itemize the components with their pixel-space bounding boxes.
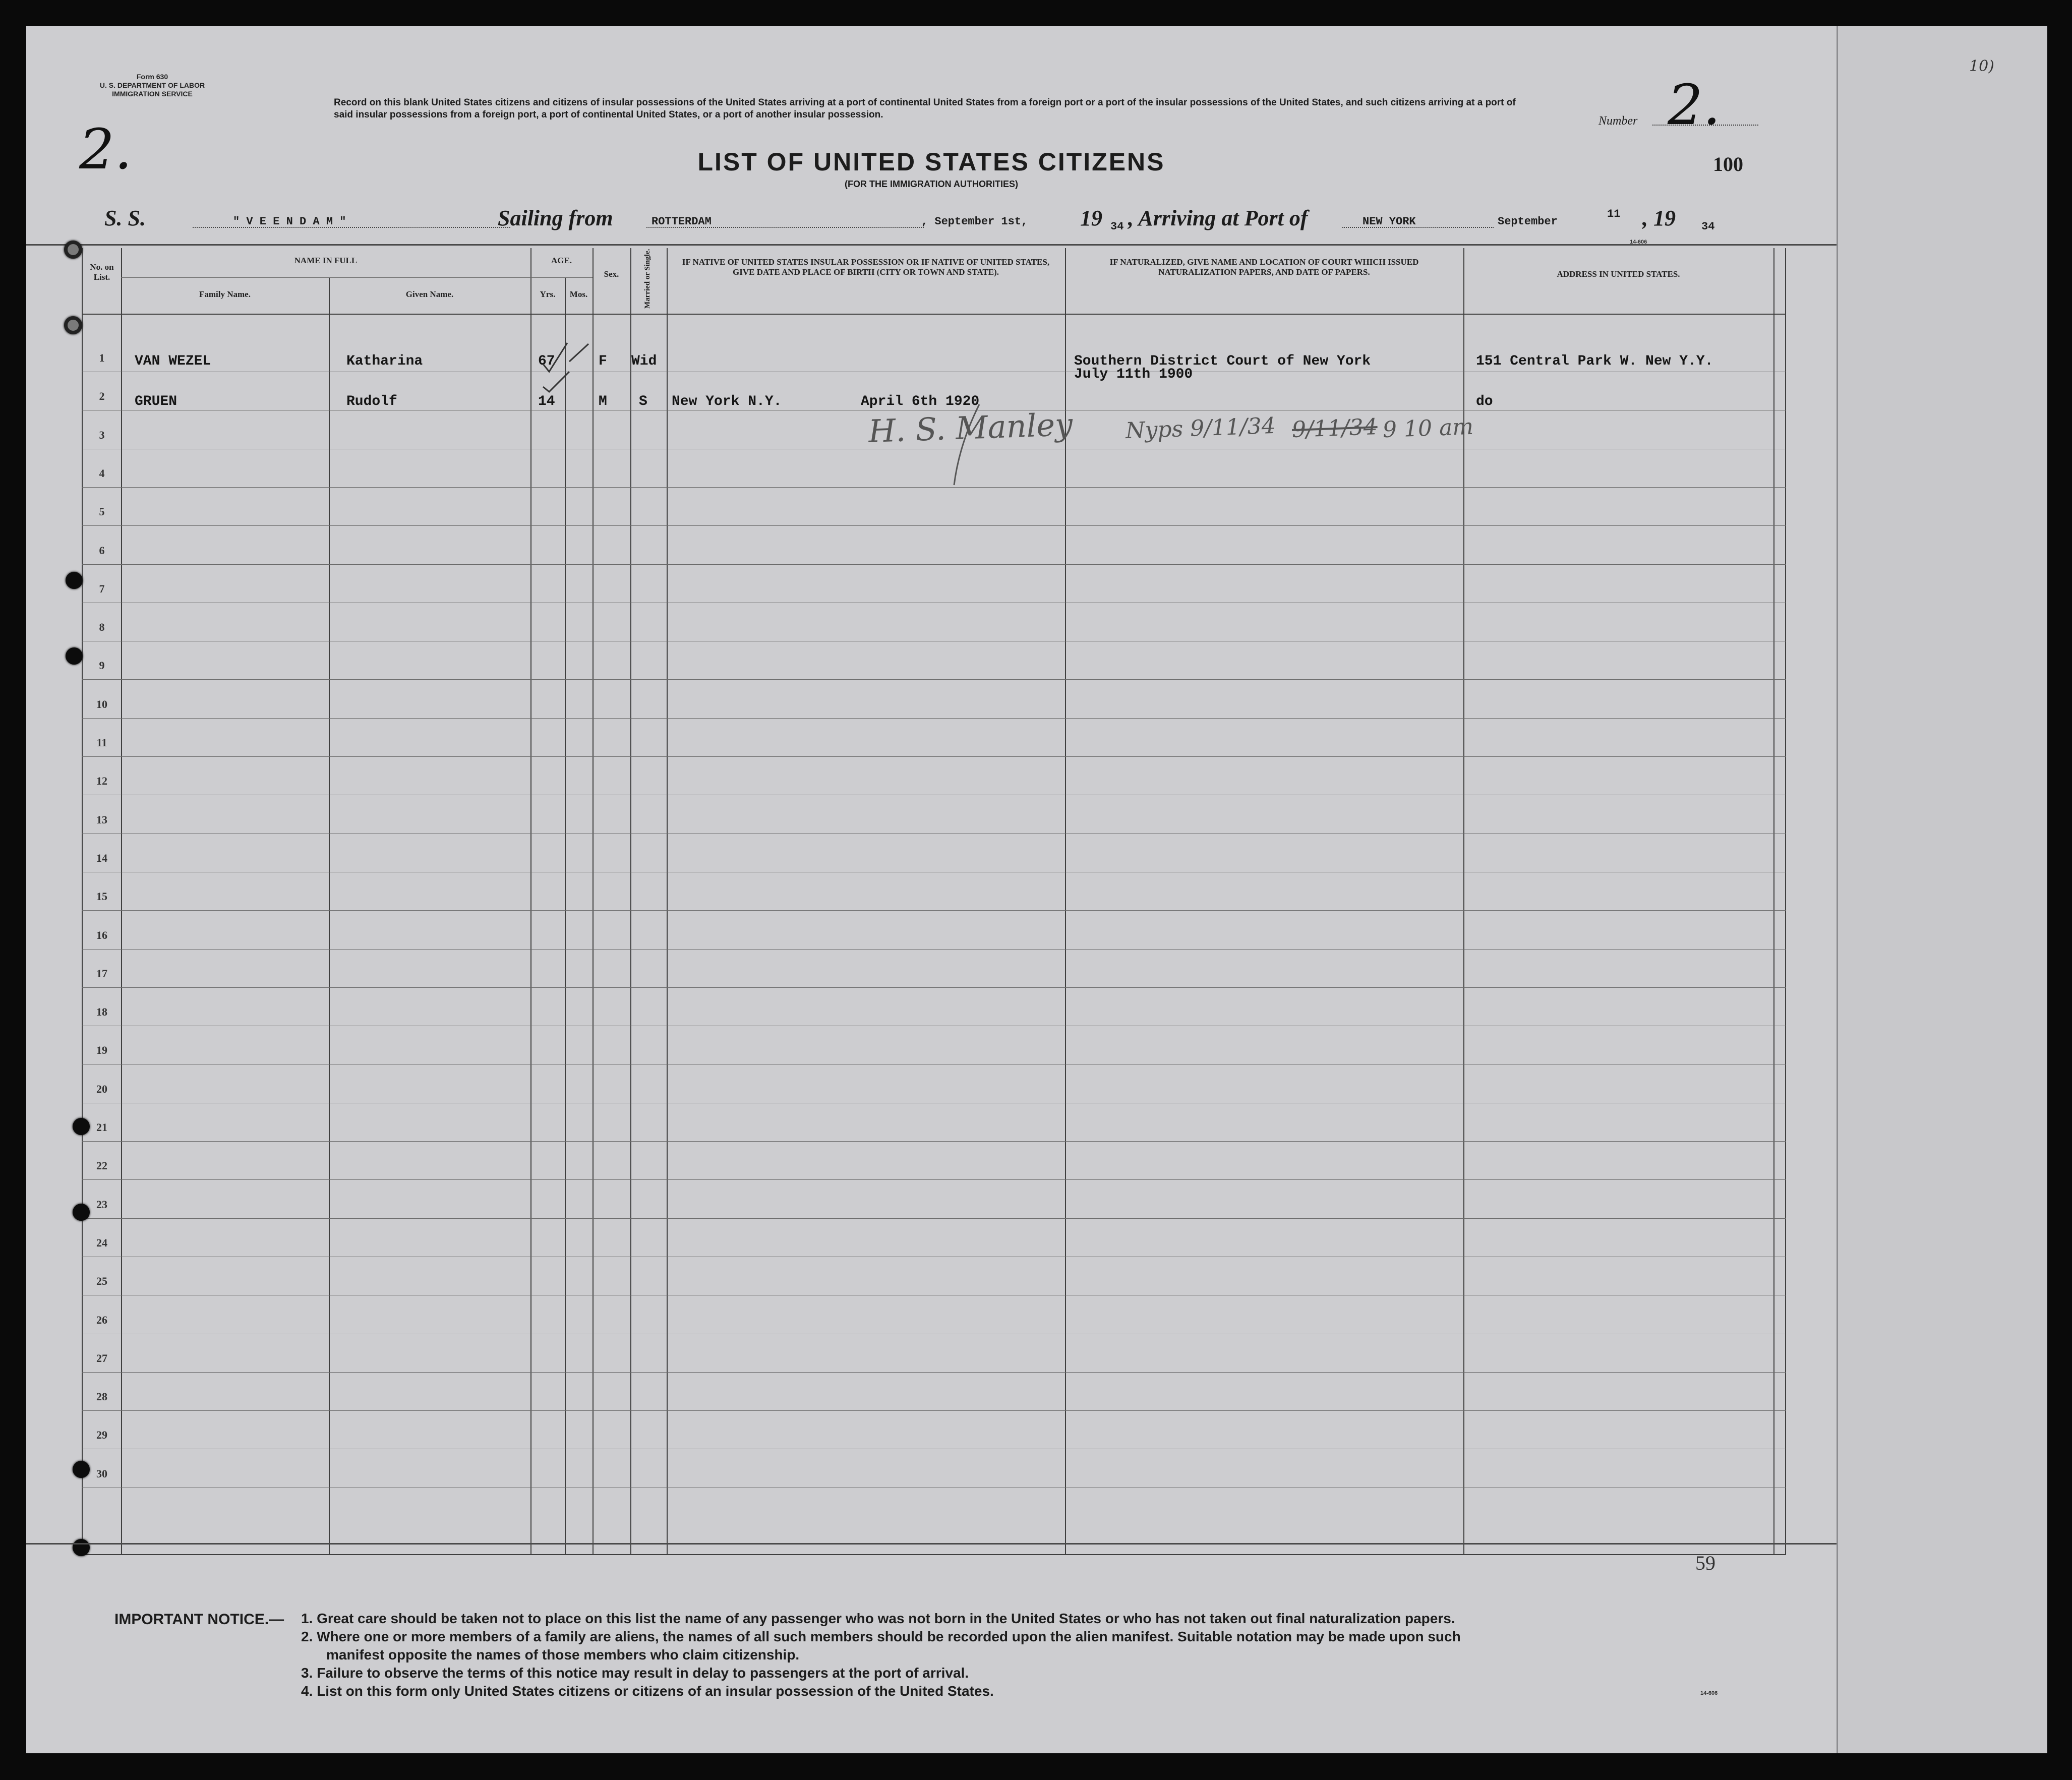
- header-naturalized: IF NATURALIZED, GIVE NAME AND LOCATION OF COURT WHICH ISSUED NATURALIZATION PAPERS, AND DATE OF PAPERS.: [1109, 257, 1419, 277]
- header-yrs: Yrs.: [540, 289, 556, 299]
- page-title: LIST OF UNITED STATES CITIZENS: [697, 148, 1165, 176]
- row-rule: [82, 525, 1786, 526]
- notice-item-2-continued: manifest opposite the names of those members who claim citizenship.: [326, 1647, 800, 1663]
- row-number: 22: [96, 1159, 107, 1172]
- row-number: 16: [96, 928, 107, 941]
- sailing-label: Sailing from: [498, 206, 613, 230]
- row-number: 25: [96, 1275, 107, 1288]
- row-number: 9: [99, 659, 105, 672]
- notice-heading: IMPORTANT NOTICE.—: [114, 1611, 284, 1628]
- binder-hole: [64, 241, 82, 259]
- inspector-signature: H. S. Manley: [867, 405, 1074, 450]
- row-number: 11: [96, 736, 107, 749]
- row-number: 7: [99, 582, 105, 595]
- header-married-or-single: Married or Single.: [643, 249, 652, 309]
- row-number: 12: [96, 775, 107, 788]
- print-code-bottom: 14-606: [1700, 1690, 1718, 1696]
- signature-flourish: [939, 399, 1040, 490]
- sailing-year: 34: [1110, 220, 1124, 233]
- row1-court: Southern District Court of New York: [1074, 353, 1371, 369]
- binder-hole: [73, 1461, 90, 1478]
- sailing-date: , September 1st,: [921, 215, 1028, 228]
- binder-hole: [73, 1539, 90, 1556]
- inspector-note: Nyps 9/11/34: [1125, 412, 1276, 444]
- row-number: 26: [96, 1313, 107, 1326]
- header-family-name: Family Name.: [199, 289, 251, 299]
- header-sex: Sex.: [604, 269, 619, 279]
- row-rule: [82, 1179, 1786, 1180]
- ship-name: " V E E N D A M ": [233, 215, 346, 228]
- row1-age-yrs: 67: [538, 353, 555, 369]
- row-number: 15: [96, 890, 107, 903]
- header-rule: [26, 244, 1837, 246]
- notice-item-1: 1. Great care should be taken not to place on this list the name of any passenger who was not born in the United States or who has not taken out final naturalization papers.: [301, 1611, 1455, 1626]
- check-marks: [538, 339, 594, 394]
- row-rule: [82, 564, 1786, 565]
- row2-birth-place: New York N.Y.: [672, 394, 782, 409]
- row-number: 1: [99, 351, 105, 364]
- citizen-list-table: [82, 248, 1786, 1554]
- inspector-struck-date: 9/11/34: [1291, 414, 1378, 443]
- record-instructions: Record on this blank United States citizens and citizens of insular possessions of the United States arriving at a port of continental United States from a foreign port or a port of the insular possessions of the United States, and such citizens arriving at a port of said insular possessions from a foreign port, a port of continental United States, or a port of another insular possession.: [334, 97, 1516, 120]
- row-number: 23: [96, 1198, 107, 1211]
- row-number: 24: [96, 1236, 107, 1249]
- row-number: 30: [96, 1467, 107, 1480]
- margin-note: 10): [1969, 57, 1994, 75]
- row1-sex: F: [599, 353, 607, 369]
- row2-address: do: [1476, 394, 1493, 409]
- row-number: 8: [99, 621, 105, 634]
- department-name: U. S. DEPARTMENT OF LABOR: [99, 81, 205, 89]
- row1-family-name: VAN WEZEL: [135, 353, 211, 369]
- binder-hole: [64, 316, 82, 334]
- service-name: IMMIGRATION SERVICE: [112, 90, 193, 98]
- row-rule: [82, 718, 1786, 719]
- row2-given-name: Rudolf: [346, 394, 397, 409]
- row-rule: [82, 1141, 1786, 1142]
- header-age: AGE.: [551, 256, 572, 265]
- binder-hole: [73, 1204, 90, 1221]
- header-name-in-full: NAME IN FULL: [294, 256, 358, 265]
- binder-hole: [66, 572, 83, 589]
- row2-birth-date: April 6th 1920: [861, 394, 980, 409]
- sailing-year-prefix: 19: [1080, 206, 1102, 230]
- number-label: Number: [1599, 114, 1638, 128]
- manifest-sheet: [26, 26, 1837, 1753]
- footer-rule: [26, 1543, 1837, 1545]
- inspector-time: 9 10 am: [1382, 413, 1474, 443]
- notice-item-4: 4. List on this form only United States citizens or citizens of an insular possession of the United States.: [301, 1683, 994, 1699]
- form-identification: [72, 73, 233, 98]
- row-rule: [82, 487, 1786, 488]
- row-number: 28: [96, 1390, 107, 1403]
- row-number: 21: [96, 1121, 107, 1134]
- row1-status: Wid: [631, 353, 657, 369]
- arrival-day: 11: [1607, 208, 1621, 220]
- binder-hole: [73, 1118, 90, 1135]
- form-number: Form 630: [136, 73, 168, 81]
- row-rule: [82, 756, 1786, 757]
- row-rule: [82, 949, 1786, 950]
- row1-address: 151 Central Park W. New Y.Y.: [1476, 353, 1713, 369]
- row-number: 27: [96, 1351, 107, 1364]
- row-number: 29: [96, 1429, 107, 1442]
- row-number: 14: [96, 851, 107, 864]
- header-address: ADDRESS IN UNITED STATES.: [1557, 269, 1680, 279]
- arrival-month: September: [1498, 215, 1558, 228]
- row-rule: [82, 679, 1786, 680]
- row-number: 10: [96, 697, 107, 710]
- header-birth: IF NATIVE OF UNITED STATES INSULAR POSSESSION OR IF NATIVE OF UNITED STATES, GIVE DATE AND PLACE OF BIRTH (CITY OR TOWN AND STATE).: [682, 257, 1050, 277]
- row2-sex: M: [599, 394, 607, 409]
- header-no-on-list: No. on List.: [90, 262, 114, 282]
- row-number: 6: [99, 544, 105, 557]
- sailing-port: ROTTERDAM: [652, 215, 712, 228]
- row-number: 4: [99, 466, 105, 480]
- arrival-year: 34: [1701, 220, 1715, 233]
- row-number: 2: [99, 390, 105, 403]
- handwritten-list-number: 2.: [79, 117, 132, 182]
- header-given-name: Given Name.: [405, 289, 454, 299]
- row-number: 17: [96, 967, 107, 980]
- arriving-label: , Arriving at Port of: [1128, 206, 1308, 230]
- row1-given-name: Katharina: [346, 353, 423, 369]
- notice-item-3: 3. Failure to observe the terms of this notice may result in delay to passengers at the port of arrival.: [301, 1665, 969, 1681]
- row-number: 20: [96, 1082, 107, 1095]
- row-number: 5: [99, 505, 105, 518]
- row-rule: [82, 1410, 1786, 1411]
- binder-hole: [66, 647, 83, 665]
- arrival-port: NEW YORK: [1363, 215, 1416, 228]
- page-number: 59: [1695, 1552, 1715, 1574]
- page-subtitle: (FOR THE IMMIGRATION AUTHORITIES): [845, 179, 1018, 189]
- row2-age-yrs: 14: [538, 394, 555, 409]
- row2-family-name: GRUEN: [135, 394, 177, 409]
- notice-item-2: 2. Where one or more members of a family are aliens, the names of all such members should be recorded upon the alien manifest. Suitable notation may be made upon such: [301, 1629, 1461, 1644]
- row1-naturalization-date: July 11th 1900: [1074, 367, 1193, 382]
- row-number: 3: [99, 428, 105, 441]
- arrival-year-prefix: , 19: [1642, 206, 1676, 230]
- ss-label: S. S.: [104, 206, 146, 230]
- adjacent-page-strip: [1837, 26, 2047, 1753]
- row2-status: S: [639, 394, 647, 409]
- print-code-top: 14-606: [1630, 239, 1647, 245]
- row-rule: [82, 987, 1786, 988]
- sheet-number: 100: [1713, 153, 1743, 175]
- row-rule: [82, 910, 1786, 911]
- row-number: 19: [96, 1044, 107, 1057]
- row-rule: [82, 1218, 1786, 1219]
- row-number: 13: [96, 813, 107, 826]
- row-rule: [82, 1372, 1786, 1373]
- number-value: 2.: [1668, 73, 1721, 137]
- row-number: 18: [96, 1005, 107, 1019]
- header-mos: Mos.: [569, 289, 588, 299]
